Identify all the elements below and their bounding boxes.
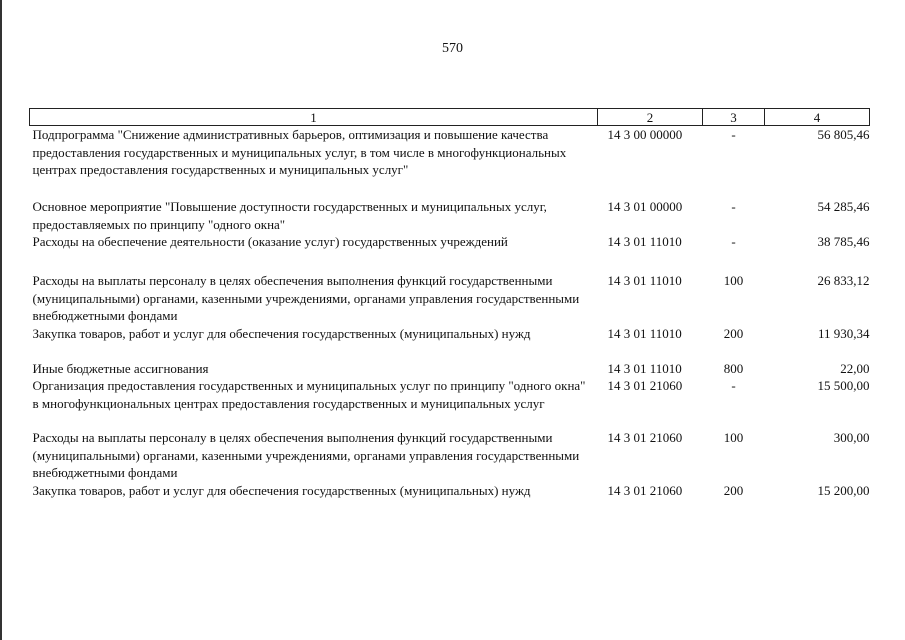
header-col-1: 1 [30,109,598,126]
row-amount: 300,00 [833,430,870,445]
row-type: - [731,378,736,393]
row-code: 14 3 01 11010 [607,234,682,249]
row-type: 800 [723,360,744,376]
page-number: 570 [442,41,463,56]
row-code: 14 3 00 00000 [607,127,683,142]
table-row [30,272,870,325]
row-type: - [731,199,736,214]
table-row [30,126,870,199]
table-row [30,482,870,518]
header-col-3: 3 [703,109,765,126]
row-type: 200 [723,482,744,498]
budget-table [29,108,870,518]
row-name: Расходы на выплаты персоналу в целях обеспечения выполнения функций государственными (муниципальными) органами, казенными учреждениями, органами управления государственными внебюджетными фондами [32,273,580,323]
row-name: Основное мероприятие "Повышение доступности государственных и муниципальных услуг, предоставляемых по принципу "одного окна" [32,199,547,232]
row-amount: 22,00 [840,360,870,376]
table-row [30,325,870,360]
row-code: 14 3 01 11010 [607,325,682,341]
row-type: - [731,127,736,142]
table-row [30,360,870,378]
page-left-edge [0,0,2,640]
row-name: Закупка товаров, работ и услуг для обеспечения государственных (муниципальных) нужд [32,325,531,341]
row-amount: 11 930,34 [817,325,870,341]
row-type: - [731,234,736,249]
row-name: Расходы на обеспечение деятельности (оказание услуг) государственных учреждений [32,234,508,249]
row-code: 14 3 01 21060 [607,378,683,393]
row-amount: 26 833,12 [817,273,870,288]
row-name: Закупка товаров, работ и услуг для обеспечения государственных (муниципальных) нужд [32,482,531,498]
header-col-2: 2 [598,109,703,126]
header-col-4: 4 [765,109,870,126]
table-row [30,233,870,272]
row-code: 14 3 01 21060 [607,430,683,445]
row-type: 200 [723,325,744,341]
row-name: Организация предоставления государственных и муниципальных услуг по принципу "одного окна" в многофункциональных центрах предоставления государственных и муниципальных услуг [32,378,586,411]
row-amount: 15 500,00 [817,378,870,393]
row-code: 14 3 01 11010 [607,273,682,288]
row-name: Иные бюджетные ассигнования [32,360,209,376]
row-type: 100 [723,430,744,445]
row-amount: 56 805,46 [817,127,870,142]
table-row [30,377,870,429]
row-amount: 15 200,00 [817,482,870,498]
row-code: 14 3 01 00000 [607,199,683,214]
row-amount: 38 785,46 [817,234,870,249]
row-type: 100 [723,273,744,288]
row-code: 14 3 01 21060 [607,482,683,498]
row-code: 14 3 01 11010 [607,360,682,376]
table-row [30,198,870,233]
row-amount: 54 285,46 [817,199,870,214]
row-name: Расходы на выплаты персоналу в целях обеспечения выполнения функций государственными (муниципальными) органами, казенными учреждениями, органами управления государственными внебюджетными фондами [32,430,580,480]
table-header-row [30,109,870,126]
row-name: Подпрограмма "Снижение административных барьеров, оптимизация и повышение качества предоставления государственных и муниципальных услуг, в том числе в многофункциональных центрах предоставления государственных и муниципальных услуг" [32,127,567,177]
table-row [30,429,870,482]
